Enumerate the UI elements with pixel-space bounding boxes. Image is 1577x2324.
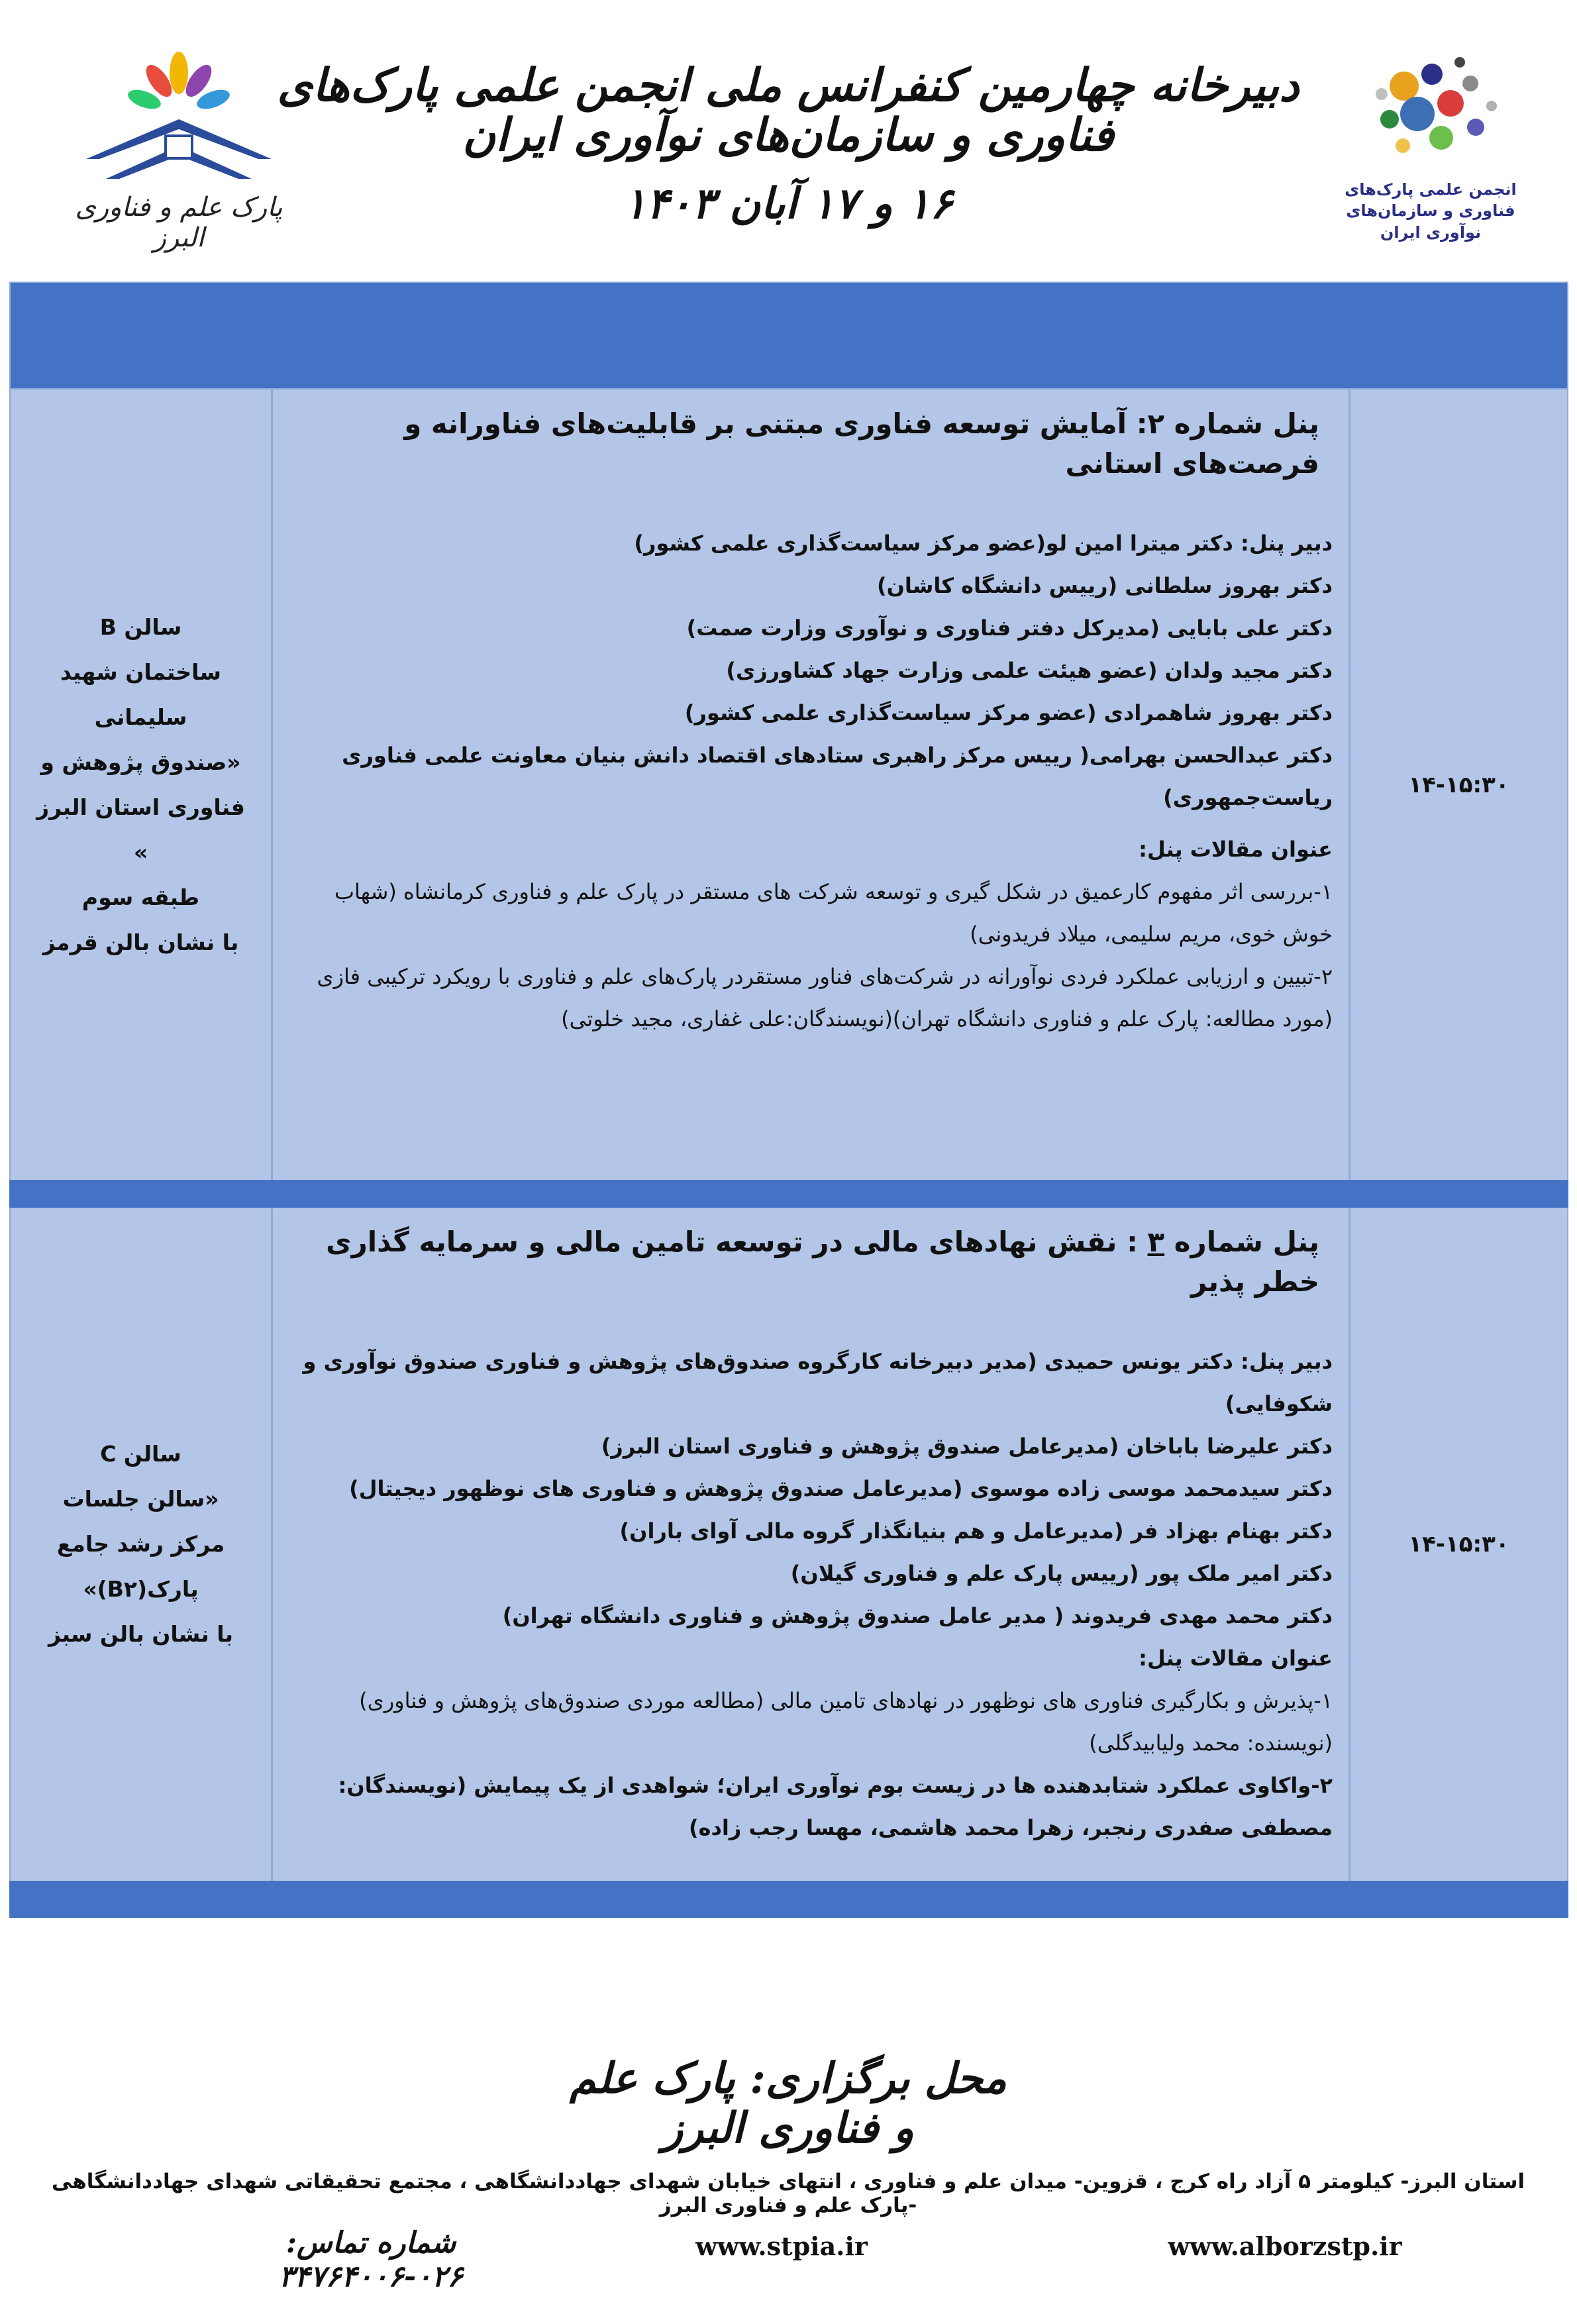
panel-title-number: ۳ <box>1147 1226 1165 1258</box>
panel-title-prefix: پنل شماره <box>1164 1226 1319 1258</box>
hall-line: مرکز رشد جامع <box>56 1531 225 1557</box>
panel-title-rest: : نقش نهادهای مالی در توسعه تامین مالی و سرمایه گذاری خطر پذیر <box>326 1226 1319 1298</box>
table-footer-band <box>9 1881 1568 1918</box>
panel-title <box>289 1222 1319 1302</box>
association-name: انجمن علمی پارک‌های فناوری و سازمان‌های نوآوری ایران <box>1345 180 1517 242</box>
hall-line: طبقه سوم <box>81 884 200 910</box>
panel-chair: دبیر پنل: دکتر میترا امین لو(عضو مرکز سیاست‌گذاری علمی کشور) <box>634 531 1333 556</box>
website-stpia-link[interactable]: www.stpia.ir <box>695 2231 868 2261</box>
page-title: دبیرخانه چهارمین کنفرانس ملی انجمن علمی پارک‌های فناوری و سازمان‌های نوآوری ایران <box>277 59 1299 162</box>
papers-heading: عنوان مقالات پنل: <box>1139 1646 1333 1671</box>
phone-number: شماره تماس: ۰۲۶-۳۴۷۶۴۰۰۶ <box>278 2226 464 2294</box>
hall-info <box>11 1208 271 1881</box>
alborz-park-name: پارک علم و فناوری البرز <box>75 192 283 253</box>
alborz-park-logo <box>60 46 298 253</box>
panel-time: ۱۴-۱۵:۳۰ <box>1348 1208 1567 1881</box>
hall-line: «صندوق پژوهش و <box>40 749 241 775</box>
hall-line: سالن C <box>100 1441 181 1467</box>
papers-heading: عنوان مقالات پنل: <box>1139 837 1333 862</box>
address: استان البرز- کیلومتر ۵ آزاد راه کرج ، قزوین- میدان علم و فناوری ، انتهای خیابان شهدای جهاددانشگاهی ، مجتمع تحقیقاتی شهدای جهاددانشگاهی -پارک علم و فناوری البرز <box>51 2170 1525 2217</box>
hall-line: پارک(B۲)» <box>83 1576 199 1602</box>
panel-member: دکتر علی بابایی (مدیرکل دفتر فناوری و نوآوری وزارت صمت) <box>686 615 1333 641</box>
panel-member: دکتر عبدالحسن بهرامی( رییس مرکز راهبری ستادهای اقتصاد دانش بنیان معاونت علمی فناوری ریاست‌جمهوری) <box>342 743 1333 810</box>
hall-line: ساختمان شهید <box>60 659 222 685</box>
panel-row <box>9 390 1568 1180</box>
panel-member: دکتر بهنام بهزاد فر (مدیرعامل و هم بنیانگذار گروه مالی آوای باران) <box>619 1518 1333 1544</box>
hall-line: «سالن جلسات <box>62 1486 219 1512</box>
paper-item: ۱-بررسی اثر مفهوم کارعمیق در شکل گیری و توسعه شرکت های مستقر در پارک علم و فناوری کرمانشاه (شهاب خوش خوی، مریم سلیمی، میلاد فریدونی) <box>334 879 1333 947</box>
table-separator-band <box>9 1180 1568 1208</box>
panel-details <box>271 390 1348 1180</box>
hall-line: سلیمانی <box>94 704 187 730</box>
panel-member: دکتر بهروز شاهمرادی (عضو مرکز سیاست‌گذاری علمی کشور) <box>684 700 1333 725</box>
panel-member: دکتر مجید ولدان (عضو هیئت علمی وزارت جهاد کشاورزی) <box>726 658 1333 683</box>
panel-member: دکتر محمد مهدی فریدوند ( مدیر عامل صندوق پژوهش و فناوری دانشگاه تهران) <box>502 1603 1333 1628</box>
panel-member: دکتر سیدمحمد موسی زاده موسوی (مدیرعامل صندوق پژوهش و فناوری های نوظهور دیجیتال) <box>349 1476 1333 1501</box>
panel-chair: دبیر پنل: دکتر یونس حمیدی (مدیر دبیرخانه کارگروه صندوق‌های پژوهش و فناوری صندوق نوآوری و شکوفایی) <box>303 1349 1333 1416</box>
table-header-band <box>9 282 1568 390</box>
paper-item: ۱-پذیرش و بکارگیری فناوری های نوظهور در نهادهای تامین مالی (مطالعه موردی صندوق‌های پژوهش و فناوری)(نویسنده: محمد ولیابیدگلی) <box>359 1688 1333 1756</box>
panel-member: دکتر امیر ملک پور (رییس پارک علم و فناوری گیلان) <box>790 1561 1333 1586</box>
website-alborz-link[interactable]: www.alborzstp.ir <box>1168 2231 1402 2261</box>
hall-line: سالن B <box>99 613 182 640</box>
flower-house-logo-icon <box>60 46 298 189</box>
panel-details <box>271 1208 1348 1881</box>
paper-item: ۲-واکاوی عملکرد شتابدهنده ها در زیست بوم نوآوری ایران؛ شواهدی از یک پیمایش (نویسندگان: مصطفی صفدری رنجبر، زهرا محمد هاشمی، مهسا رجب زاده) <box>338 1773 1333 1840</box>
venue-title: محل برگزاری: پارک علم و فناوری البرز <box>570 2054 1007 2153</box>
dots-logo-icon <box>1318 40 1543 179</box>
paper-item: ۲-تبیین و ارزیابی عملکرد فردی نوآورانه در شرکت‌های فناور مستقردر پارک‌های علم و فناوری با رویکرد ترکیبی فازی (مورد مطالعه: پارک علم و فناوری دانشگاه تهران)(نویسندگان:علی غفاری، مجید خلوتی) <box>317 964 1333 1031</box>
hall-line: با نشان بالن سبز <box>48 1621 234 1647</box>
panel-row <box>9 1208 1568 1881</box>
panel-time: ۱۴-۱۵:۳۰ <box>1348 390 1567 1180</box>
program-table <box>9 282 1568 1918</box>
association-logo <box>1318 40 1543 245</box>
panel-member: دکتر بهروز سلطانی (رییس دانشگاه کاشان) <box>876 573 1333 598</box>
hall-line: فناوری استان البرز » <box>36 794 245 865</box>
panel-member: دکتر علیرضا باباخان (مدیرعامل صندوق پژوهش و فناوری استان البرز) <box>601 1434 1333 1459</box>
conference-date: ۱۶ و ۱۷ آبان ۱۴۰۳ <box>623 179 953 229</box>
hall-line: با نشان بالن قرمز <box>42 929 239 955</box>
hall-info <box>11 390 271 1180</box>
panel-title: پنل شماره ۲: آمایش توسعه فناوری مبتنی بر قابلیت‌های فناورانه و فرصت‌های استانی <box>404 407 1319 480</box>
